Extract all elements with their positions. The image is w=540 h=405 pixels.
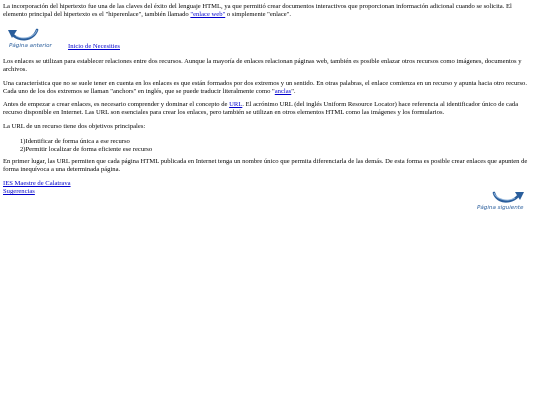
- intro-paragraph: [3, 3, 535, 20]
- paragraph-5: En primer lugar, las URL permiten que cada página HTML publicada en Internet tenga un nombre único que permita diferenciarla de las demás. De esta forma es posible crear enlaces que apunten de forma inequívoca a una determinada página.: [3, 158, 528, 174]
- paragraph-4: La URL de un recurso tiene dos objetivos principales:: [3, 123, 146, 130]
- paragraph-1: Los enlaces se utilizan para establecer relaciones entre dos recursos. Aunque la mayoría de enlaces relacionan páginas web, también es posible enlazar otros recursos como imágenes, documentos y archivos.: [3, 58, 522, 74]
- next-page-button[interactable]: [477, 190, 537, 212]
- paragraph-3-text: Antes de empezar a crear enlaces, es necesario comprender y dominar el concepto de: [3, 101, 230, 108]
- anclas-link[interactable]: anclas: [274, 88, 292, 96]
- list-item: 2)Permitir localizar de forma eficiente ese recurso: [20, 146, 153, 153]
- list-item: 1)Identificar de forma única a ese recurso: [20, 138, 130, 145]
- enlace-web-link[interactable]: "enlace web": [190, 11, 226, 19]
- forward-arrow-icon: [491, 190, 525, 206]
- objectives-list: [20, 138, 152, 154]
- paragraph-2: [3, 80, 535, 97]
- home-link[interactable]: Inicio de Necesities: [68, 43, 120, 50]
- url-link[interactable]: URL: [229, 101, 243, 108]
- paragraph-3-rest: . El acrónimo URL (del inglés Uniform Resource Locator) hace referencia al identificador único de cada recurso disponible en Internet. Las URL son esenciales para crear los enlaces, pero también se utilizan en otros elementos HTML como las imágenes y los formularios.: [3, 101, 519, 117]
- previous-page-caption: Página anterior: [9, 43, 52, 49]
- intro-text-2: o simplemente "enlace".: [225, 11, 292, 19]
- paragraph-2-end: ".: [291, 88, 296, 96]
- paragraph-3: [3, 101, 535, 118]
- suggestions-link[interactable]: Sugerencias: [3, 188, 35, 195]
- school-link[interactable]: IES Maestre de Calatrava: [3, 180, 71, 187]
- previous-page-button[interactable]: [7, 26, 65, 50]
- next-page-caption: Página siguiente: [477, 205, 524, 211]
- paragraph-2-text: Una característica que no se suele tener en cuenta en los enlaces es que están formados por dos extremos y un sentido. En otras palabras, el enlace comienza en un recurso y apunta hacia otro recurso. Cada uno de los dos extremos se llaman "anchors" en inglés, que se puede traducir literalmente como ": [3, 80, 527, 96]
- intro-text-1: La incorporación del hipertexto fue una de las claves del éxito del lenguaje HTML, ya que permitió crear documentos interactivos que proporcionan información adicional cuando se solicita. El elemento principal del hipertexto es el "hiperenlace", también llamado: [3, 3, 512, 19]
